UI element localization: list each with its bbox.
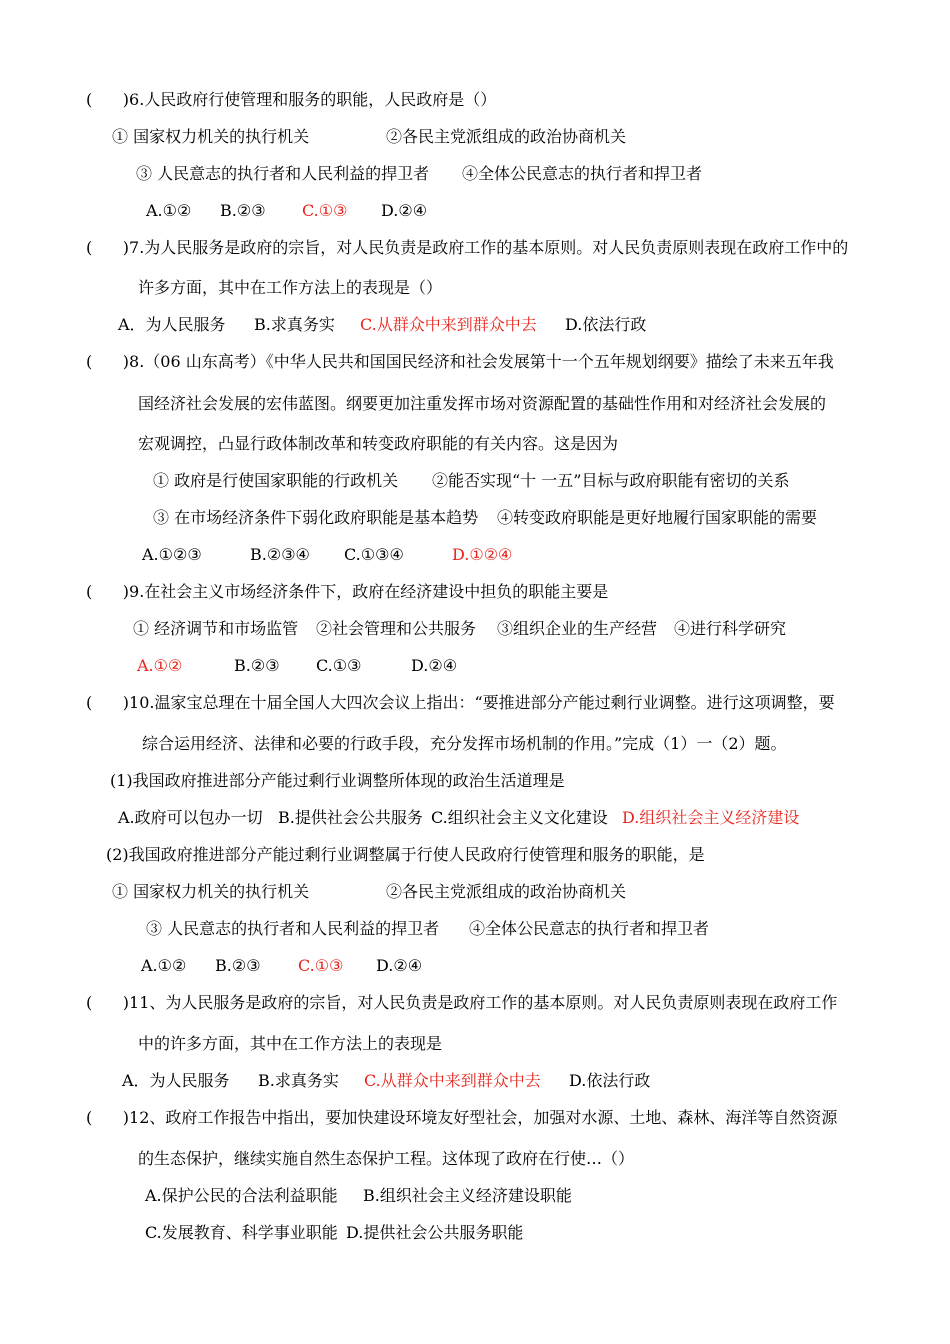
option-c-answer: C.①③ [302, 201, 348, 220]
option-a-answer: A.①② [137, 656, 183, 675]
statement-3: ③ 人民意志的执行者和人民利益的捍卫者 [146, 919, 440, 938]
option-d: D.②④ [376, 956, 423, 975]
statement-1: ① 经济调节和市场监管 [133, 619, 299, 638]
option-c: C.①③④ [344, 545, 404, 564]
answer-blank-open: ( [86, 1108, 93, 1127]
statement-3: ③组织企业的生产经营 [497, 619, 658, 638]
option-b: B.②③ [215, 956, 261, 975]
option-b: B.组织社会主义经济建设职能 [363, 1186, 572, 1205]
option-a: A.①② [141, 956, 187, 975]
option-d: D.依法行政 [569, 1071, 651, 1090]
answer-blank-close: ) [122, 1108, 130, 1127]
answer-blank-space[interactable] [92, 993, 123, 1012]
option-c: C.①③ [316, 656, 362, 675]
question-10-stem-2: 综合运用经济、法律和必要的行政手段，充分发挥市场机制的作用。”完成（1）一（2）题。 [142, 734, 787, 753]
sub-question-1: (1)我国政府推进部分产能过剩行业调整所体现的政治生活道理是 [110, 771, 565, 790]
statement-2: ②各民主党派组成的政治协商机关 [386, 127, 627, 146]
answer-blank-space[interactable] [92, 352, 123, 371]
option-d: D.依法行政 [565, 315, 647, 334]
statement-1: ① 国家权力机关的执行机关 [112, 127, 310, 146]
option-a: A.①② [146, 201, 192, 220]
statement-4: ④转变政府职能是更好地履行国家职能的需要 [497, 508, 818, 527]
statement-1: ① 政府是行使国家职能的行政机关 [153, 471, 399, 490]
answer-blank-open: ( [86, 582, 93, 601]
option-c: C.组织社会主义文化建设 [431, 808, 608, 827]
statement-4: ④全体公民意志的执行者和捍卫者 [469, 919, 710, 938]
option-a: A.政府可以包办一切 [118, 808, 263, 827]
question-10-stem-1: 10.温家宝总理在十届全国人大四次会议上指出：“要推进部分产能过剩行业调整。进行这项调整，要 [129, 693, 835, 712]
option-a: A．为人民服务 [118, 315, 226, 334]
answer-blank-close: ) [122, 238, 130, 257]
question-12-stem-2: 的生态保护，继续实施自然生态保护工程。这体现了政府在行使…（） [138, 1149, 635, 1168]
statement-2: ②社会管理和公共服务 [316, 619, 477, 638]
answer-blank-close: ) [122, 90, 130, 109]
question-12-stem-line [86, 1108, 837, 1128]
option-b: B.②③ [220, 201, 266, 220]
question-11-stem-2: 中的许多方面，其中在工作方法上的表现是 [138, 1034, 443, 1053]
option-c-answer: C.从群众中来到群众中去 [360, 315, 537, 334]
statement-2: ②各民主党派组成的政治协商机关 [386, 882, 627, 901]
option-c-answer: C.从群众中来到群众中去 [364, 1071, 541, 1090]
question-8-stem-2: 国经济社会发展的宏伟蓝图。纲要更加注重发挥市场对资源配置的基础性作用和对经济社会发展的 [138, 394, 827, 413]
sub-question-2: (2)我国政府推进部分产能过剩行业调整属于行使人民政府行使管理和服务的职能，是 [106, 845, 705, 864]
question-9-stem: 9.在社会主义市场经济条件下，政府在经济建设中担负的职能主要是 [129, 582, 609, 601]
statement-3: ③ 人民意志的执行者和人民利益的捍卫者 [136, 164, 430, 183]
question-8-stem-3: 宏观调控，凸显行政体制改革和转变政府职能的有关内容。这是因为 [138, 434, 619, 453]
statement-4: ④全体公民意志的执行者和捍卫者 [462, 164, 703, 183]
answer-blank-close: ) [122, 693, 130, 712]
option-a: A．为人民服务 [122, 1071, 230, 1090]
option-d: D.②④ [411, 656, 458, 675]
option-b: B.求真务实 [254, 315, 335, 334]
option-d: D.②④ [381, 201, 428, 220]
question-11-stem-1: 11、为人民服务是政府的宗旨，对人民负责是政府工作的基本原则。对人民负责原则表现在政府工作 [129, 993, 838, 1012]
question-6-stem: 6.人民政府行使管理和服务的职能，人民政府是（） [129, 90, 497, 109]
answer-blank-close: ) [122, 582, 130, 601]
question-7-stem-line [86, 238, 848, 258]
answer-blank-space[interactable] [92, 90, 123, 109]
answer-blank-open: ( [86, 238, 93, 257]
option-d-answer: D.组织社会主义经济建设 [622, 808, 800, 827]
option-c: C.发展教育、科学事业职能 [145, 1223, 338, 1242]
option-c-answer: C.①③ [298, 956, 344, 975]
answer-blank-space[interactable] [92, 238, 123, 257]
question-7-stem-1: 7.为人民服务是政府的宗旨，对人民负责是政府工作的基本原则。对人民负责原则表现在政府工作中的 [129, 238, 849, 257]
answer-blank-space[interactable] [92, 582, 123, 601]
statement-2: ②能否实现“十 一五”目标与政府职能有密切的关系 [432, 471, 790, 490]
answer-blank-space[interactable] [92, 693, 123, 712]
answer-blank-close: ) [122, 993, 130, 1012]
option-a: A.保护公民的合法利益职能 [145, 1186, 338, 1205]
answer-blank-close: ) [122, 352, 130, 371]
question-8-stem-line [86, 352, 834, 372]
option-b: B.提供社会公共服务 [278, 808, 423, 827]
statement-1: ① 国家权力机关的执行机关 [112, 882, 310, 901]
question-10-stem-line [86, 693, 835, 713]
answer-blank-open: ( [86, 993, 93, 1012]
question-6-stem-line [86, 90, 496, 110]
answer-blank-open: ( [86, 352, 93, 371]
answer-blank-open: ( [86, 693, 93, 712]
question-9-stem-line [86, 582, 608, 602]
option-a: A.①②③ [142, 545, 202, 564]
question-7-stem-2: 许多方面，其中在工作方法上的表现是（） [138, 278, 443, 297]
question-12-stem-1: 12、政府工作报告中指出，要加快建设环境友好型社会，加强对水源、土地、森林、海洋等自然资源 [129, 1108, 838, 1127]
question-11-stem-line [86, 993, 837, 1013]
option-b: B.求真务实 [258, 1071, 339, 1090]
option-b: B.②③④ [250, 545, 310, 564]
statement-3: ③ 在市场经济条件下弱化政府职能是基本趋势 [153, 508, 479, 527]
option-d-answer: D.①②④ [452, 545, 513, 564]
answer-blank-space[interactable] [92, 1108, 123, 1127]
question-8-stem-1: 8.（06 山东高考）《中华人民共和国国民经济和社会发展第十一个五年规划纲要》描绘了未来五年我 [129, 352, 834, 371]
statement-4: ④进行科学研究 [674, 619, 787, 638]
option-d: D.提供社会公共服务职能 [346, 1223, 524, 1242]
option-b: B.②③ [234, 656, 280, 675]
answer-blank-open: ( [86, 90, 93, 109]
